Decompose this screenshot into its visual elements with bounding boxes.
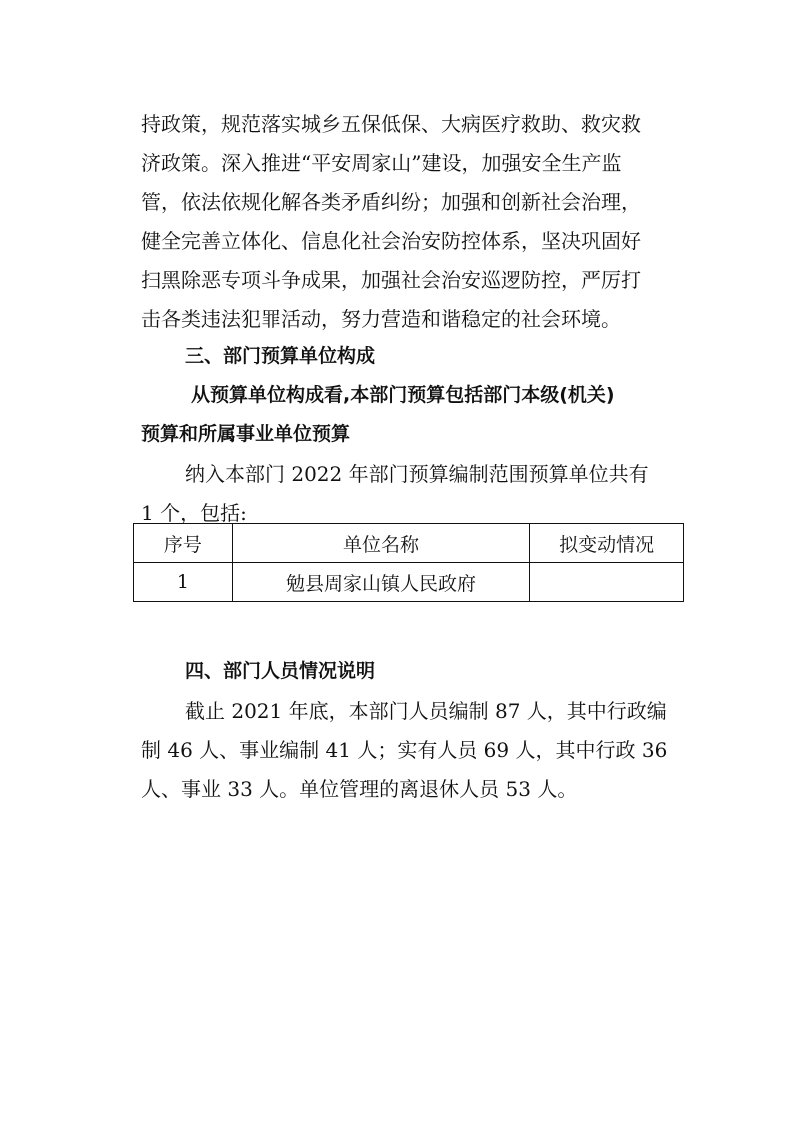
section4-line-2: 制 46 人、事业编制 41 人；实有人员 69 人，其中行政 36 <box>141 738 668 762</box>
section3-body-line-1: 纳入本部门 2022 年部门预算编制范围预算单位共有 <box>185 462 649 486</box>
intro-line-3: 管，依法依规化解各类矛盾纠纷；加强和创新社会治理， <box>141 190 641 214</box>
section4-line-1: 截止 2021 年底，本部门人员编制 87 人，其中行政编 <box>185 699 667 723</box>
header-unit-name: 单位名称 <box>232 524 529 563</box>
intro-line-5: 扫黑除恶专项斗争成果，加强社会治安巡逻防控，严厉打 <box>141 268 641 292</box>
section3-bold-line-2: 预算和所属事业单位预算 <box>141 423 351 445</box>
header-index: 序号 <box>134 524 233 563</box>
cell-index: 1 <box>134 563 233 602</box>
cell-unit-name: 勉县周家山镇人民政府 <box>232 563 529 602</box>
budget-unit-table <box>133 523 684 602</box>
intro-line-4: 健全完善立体化、信息化社会治安防控体系，坚决巩固好 <box>141 229 641 253</box>
cell-change-status <box>530 563 684 602</box>
table-header-row <box>134 524 684 563</box>
section4-heading: 四、部门人员情况说明 <box>185 660 376 682</box>
table-row <box>134 563 684 602</box>
section3-body-line-2: 1 个，包括: <box>141 501 247 525</box>
intro-line-6: 击各类违法犯罪活动，努力营造和谐稳定的社会环境。 <box>141 307 621 331</box>
section4-line-3: 人、事业 33 人。单位管理的离退休人员 53 人。 <box>141 777 578 801</box>
section3-bold-line-1: 从预算单位构成看,本部门预算包括部门本级(机关) <box>191 384 615 406</box>
intro-line-1: 持政策，规范落实城乡五保低保、大病医疗救助、救灾救 <box>141 112 641 136</box>
header-change-status: 拟变动情况 <box>530 524 684 563</box>
intro-line-2: 济政策。深入推进“平安周家山”建设，加强安全生产监 <box>141 151 622 175</box>
section3-heading: 三、部门预算单位构成 <box>185 345 376 367</box>
